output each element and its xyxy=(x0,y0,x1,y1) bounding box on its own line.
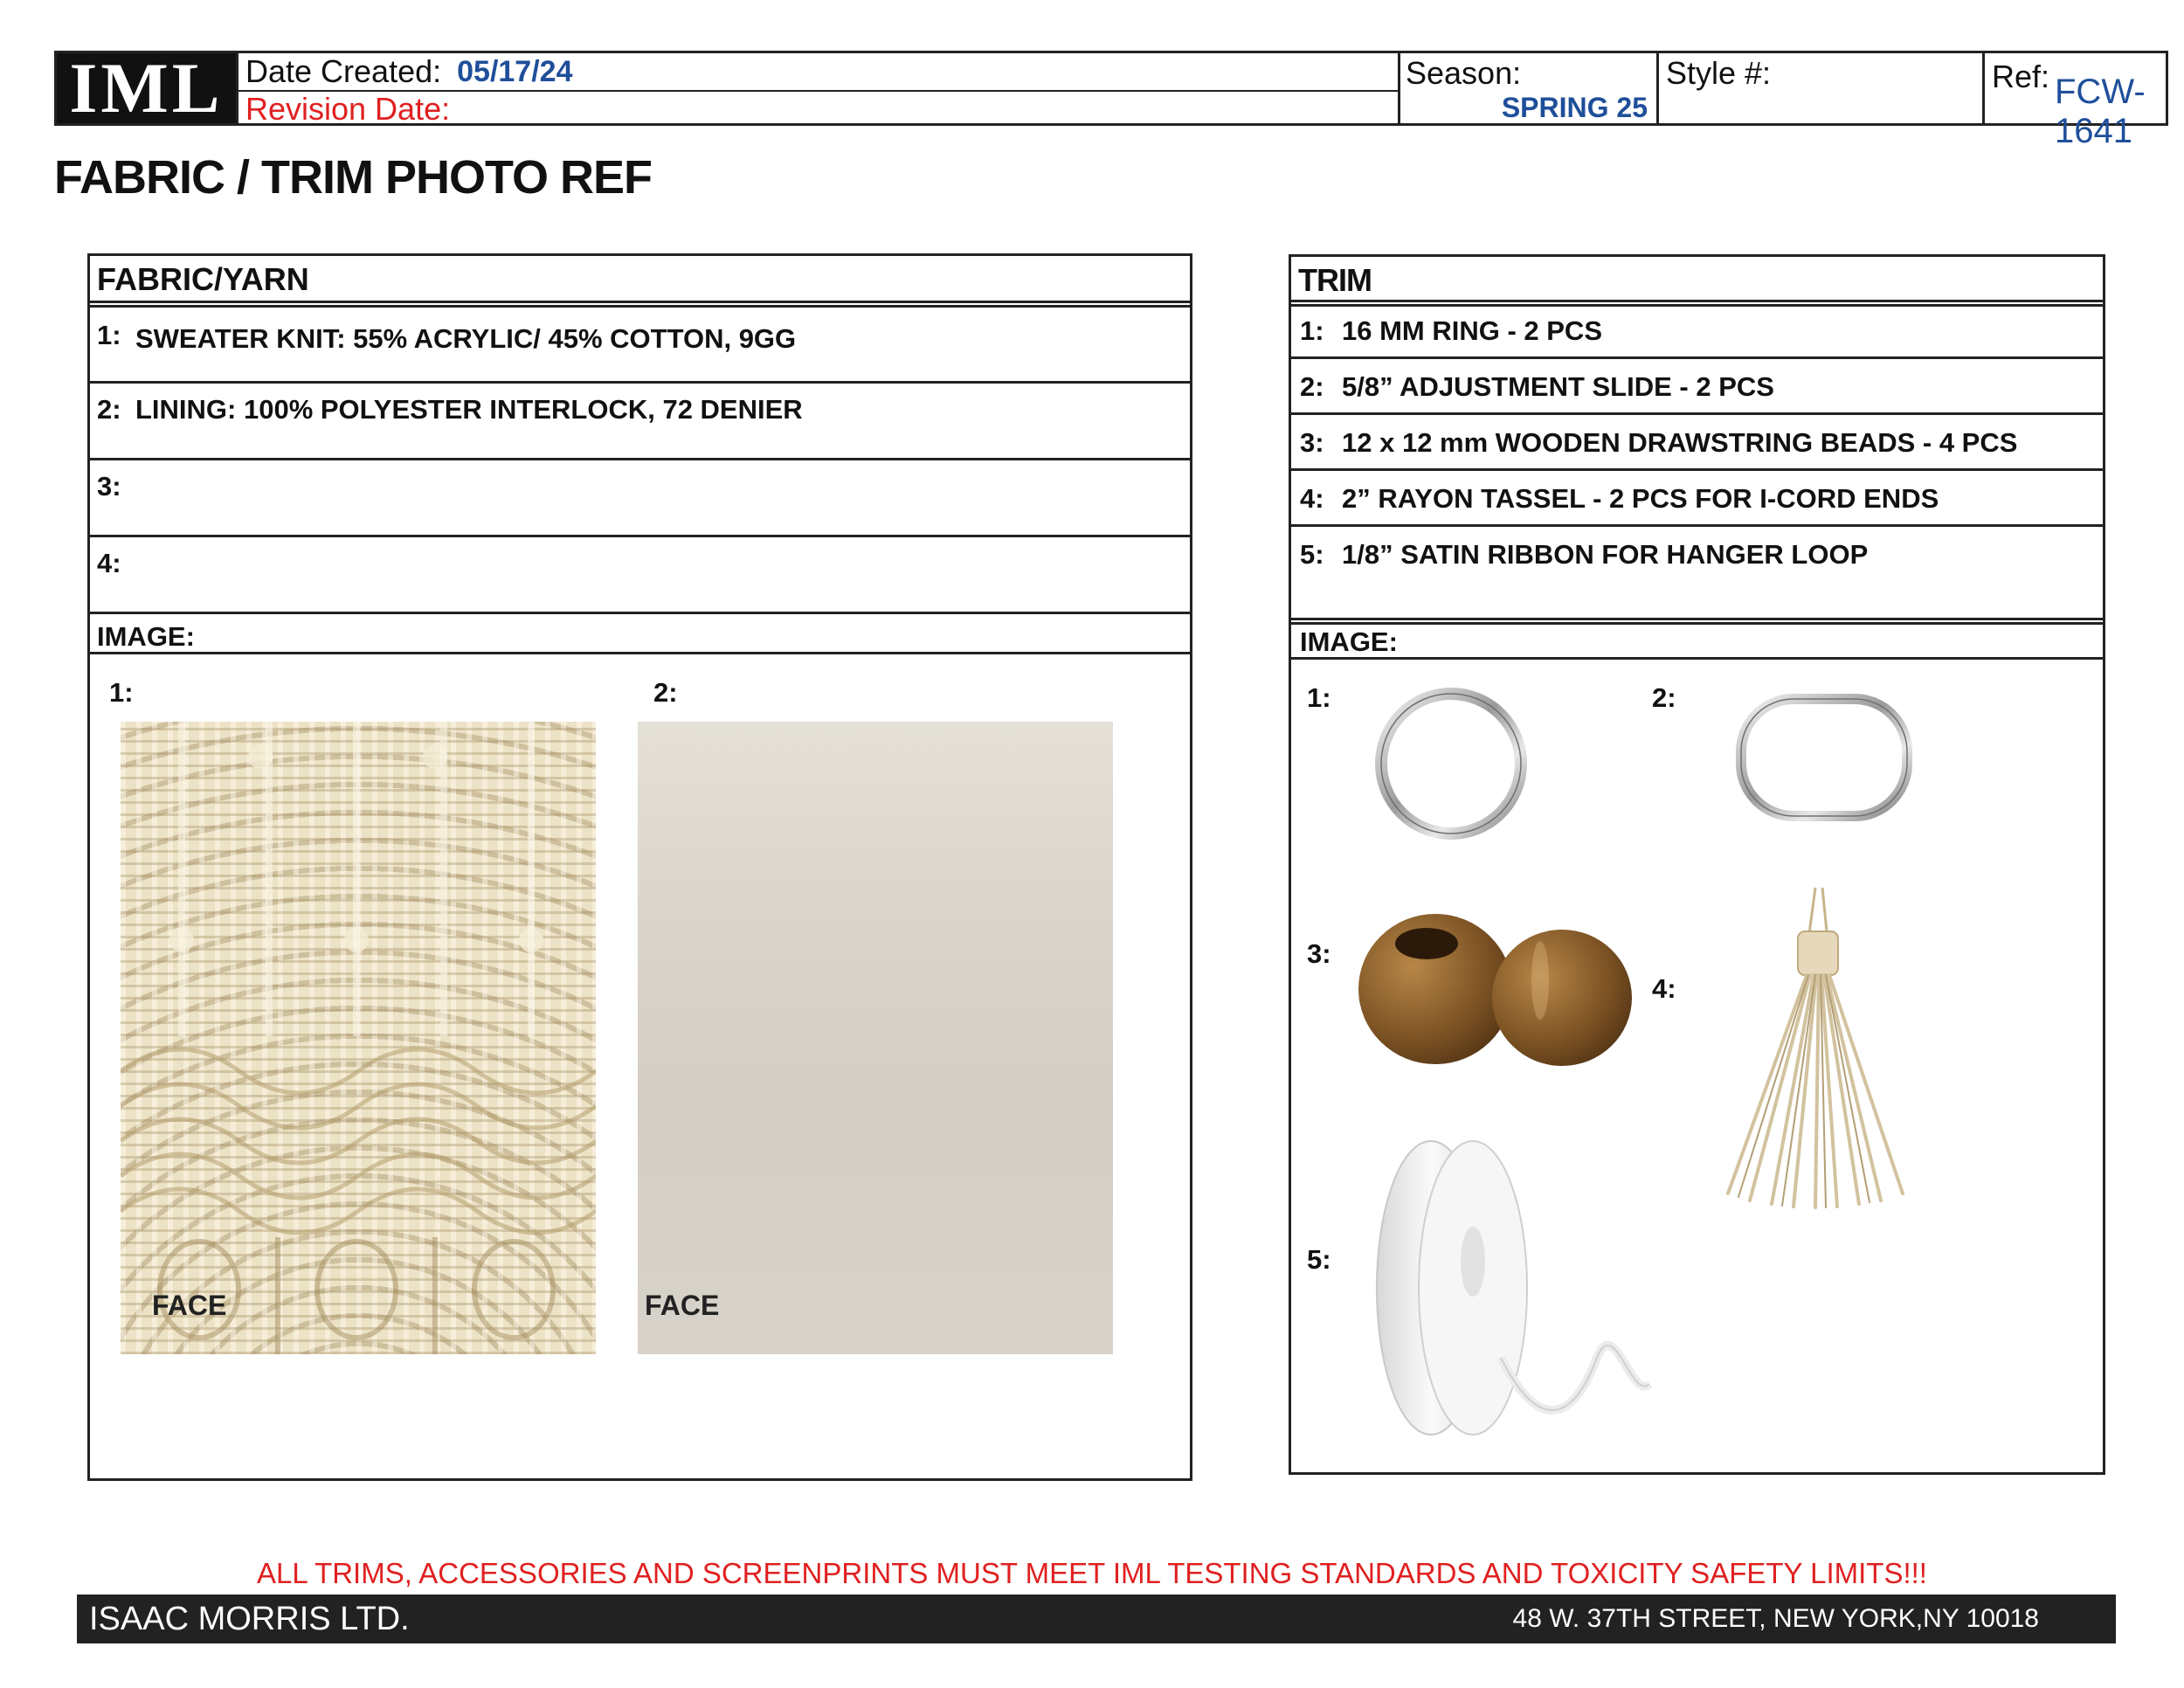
trim-title: TRIM xyxy=(1298,262,1372,298)
trim-image-label-row xyxy=(1291,625,2103,660)
trim-item-text: 16 MM RING - 2 PCS xyxy=(1342,315,1602,346)
trim-item-num: 5: xyxy=(1300,539,1324,570)
season-label: Season: xyxy=(1406,55,1522,91)
fabric-image-num: 2: xyxy=(653,677,678,708)
swatch-caption: FACE xyxy=(645,1290,720,1321)
fabric-item-num: 4: xyxy=(97,548,121,578)
trim-image-num: 2: xyxy=(1652,682,1676,713)
date-created-value: 05/17/24 xyxy=(457,54,573,88)
fabric-image-num: 1: xyxy=(109,677,134,708)
iml-logo: IML xyxy=(57,53,236,123)
trim-title-row xyxy=(1291,257,2103,302)
trim-image-num: 4: xyxy=(1652,973,1676,1004)
header-bar xyxy=(54,48,2168,150)
trim-image-num: 1: xyxy=(1307,682,1331,713)
trim-image-label: IMAGE: xyxy=(1300,626,1398,657)
wooden-beads-icon xyxy=(1352,910,1641,1068)
sweater-knit-swatch-image xyxy=(121,722,596,1354)
date-box xyxy=(236,53,1398,127)
footer-bar xyxy=(77,1595,2116,1643)
trim-item-num: 4: xyxy=(1300,483,1324,514)
date-created-row xyxy=(238,53,1398,92)
style-label: Style #: xyxy=(1666,55,1772,91)
adjustment-slide-icon xyxy=(1732,692,1916,823)
tassel-icon xyxy=(1711,879,1929,1211)
fabric-title: FABRIC/YARN xyxy=(97,261,309,297)
trim-image-num: 5: xyxy=(1307,1244,1331,1275)
fabric-item-row xyxy=(90,537,1190,614)
trim-item-row xyxy=(1291,307,2103,359)
swatch-caption: FACE xyxy=(152,1290,227,1321)
fabric-item-row xyxy=(90,384,1190,460)
fabric-item-num: 1: xyxy=(97,320,121,350)
ref-label: Ref: xyxy=(1992,59,2050,94)
page-title: FABRIC / TRIM PHOTO REF xyxy=(54,151,653,204)
trim-panel xyxy=(1289,254,2105,1475)
company-name: ISAAC MORRIS LTD. xyxy=(89,1600,410,1637)
trim-item-text: 1/8” SATIN RIBBON FOR HANGER LOOP xyxy=(1342,539,1869,570)
ref-value: FCW-1641 xyxy=(2055,73,2146,150)
trim-item-text: 5/8” ADJUSTMENT SLIDE - 2 PCS xyxy=(1342,371,1774,402)
revision-date-label: Revision Date: xyxy=(245,91,451,127)
ribbon-spool-icon xyxy=(1370,1139,1711,1445)
trim-image-num: 3: xyxy=(1307,938,1331,969)
fabric-item-text: LINING: 100% POLYESTER INTERLOCK, 72 DENIER xyxy=(135,394,803,425)
style-box xyxy=(1656,53,1982,123)
trim-item-num: 1: xyxy=(1300,315,1324,346)
trim-item-row xyxy=(1291,359,2103,415)
interlock-lining-swatch-image xyxy=(638,722,1113,1354)
safety-warning: ALL TRIMS, ACCESSORIES AND SCREENPRINTS MUST MEET IML TESTING STANDARDS AND TOXICITY SAFETY LIMITS!!! xyxy=(257,1557,1927,1589)
trim-item-num: 2: xyxy=(1300,371,1324,402)
fabric-image-label: IMAGE: xyxy=(97,621,195,652)
trim-item-num: 3: xyxy=(1300,427,1324,458)
fabric-item-row xyxy=(90,460,1190,537)
trim-item-row xyxy=(1291,471,2103,527)
season-box xyxy=(1398,53,1656,123)
fabric-title-row xyxy=(90,256,1190,303)
fabric-item-num: 3: xyxy=(97,471,121,502)
season-value: SPRING 25 xyxy=(1501,92,1648,123)
trim-item-text: 2” RAYON TASSEL - 2 PCS FOR I-CORD ENDS xyxy=(1342,483,1939,514)
fabric-item-row xyxy=(90,308,1190,384)
trim-item-text: 12 x 12 mm WOODEN DRAWSTRING BEADS - 4 PCS xyxy=(1342,427,2018,458)
ref-box xyxy=(1982,53,2166,150)
revision-date-row xyxy=(238,92,1398,127)
fabric-item-num: 2: xyxy=(97,394,121,425)
metal-ring-icon xyxy=(1368,681,1534,847)
fabric-item-text: SWEATER KNIT: 55% ACRYLIC/ 45% COTTON, 9GG xyxy=(135,323,797,354)
date-created-label: Date Created: xyxy=(245,53,442,89)
fabric-image-label-row xyxy=(90,614,1190,654)
trim-item-row xyxy=(1291,527,2103,620)
company-address: 48 W. 37TH STREET, NEW YORK,NY 10018 xyxy=(1512,1604,2039,1633)
trim-item-row xyxy=(1291,415,2103,471)
